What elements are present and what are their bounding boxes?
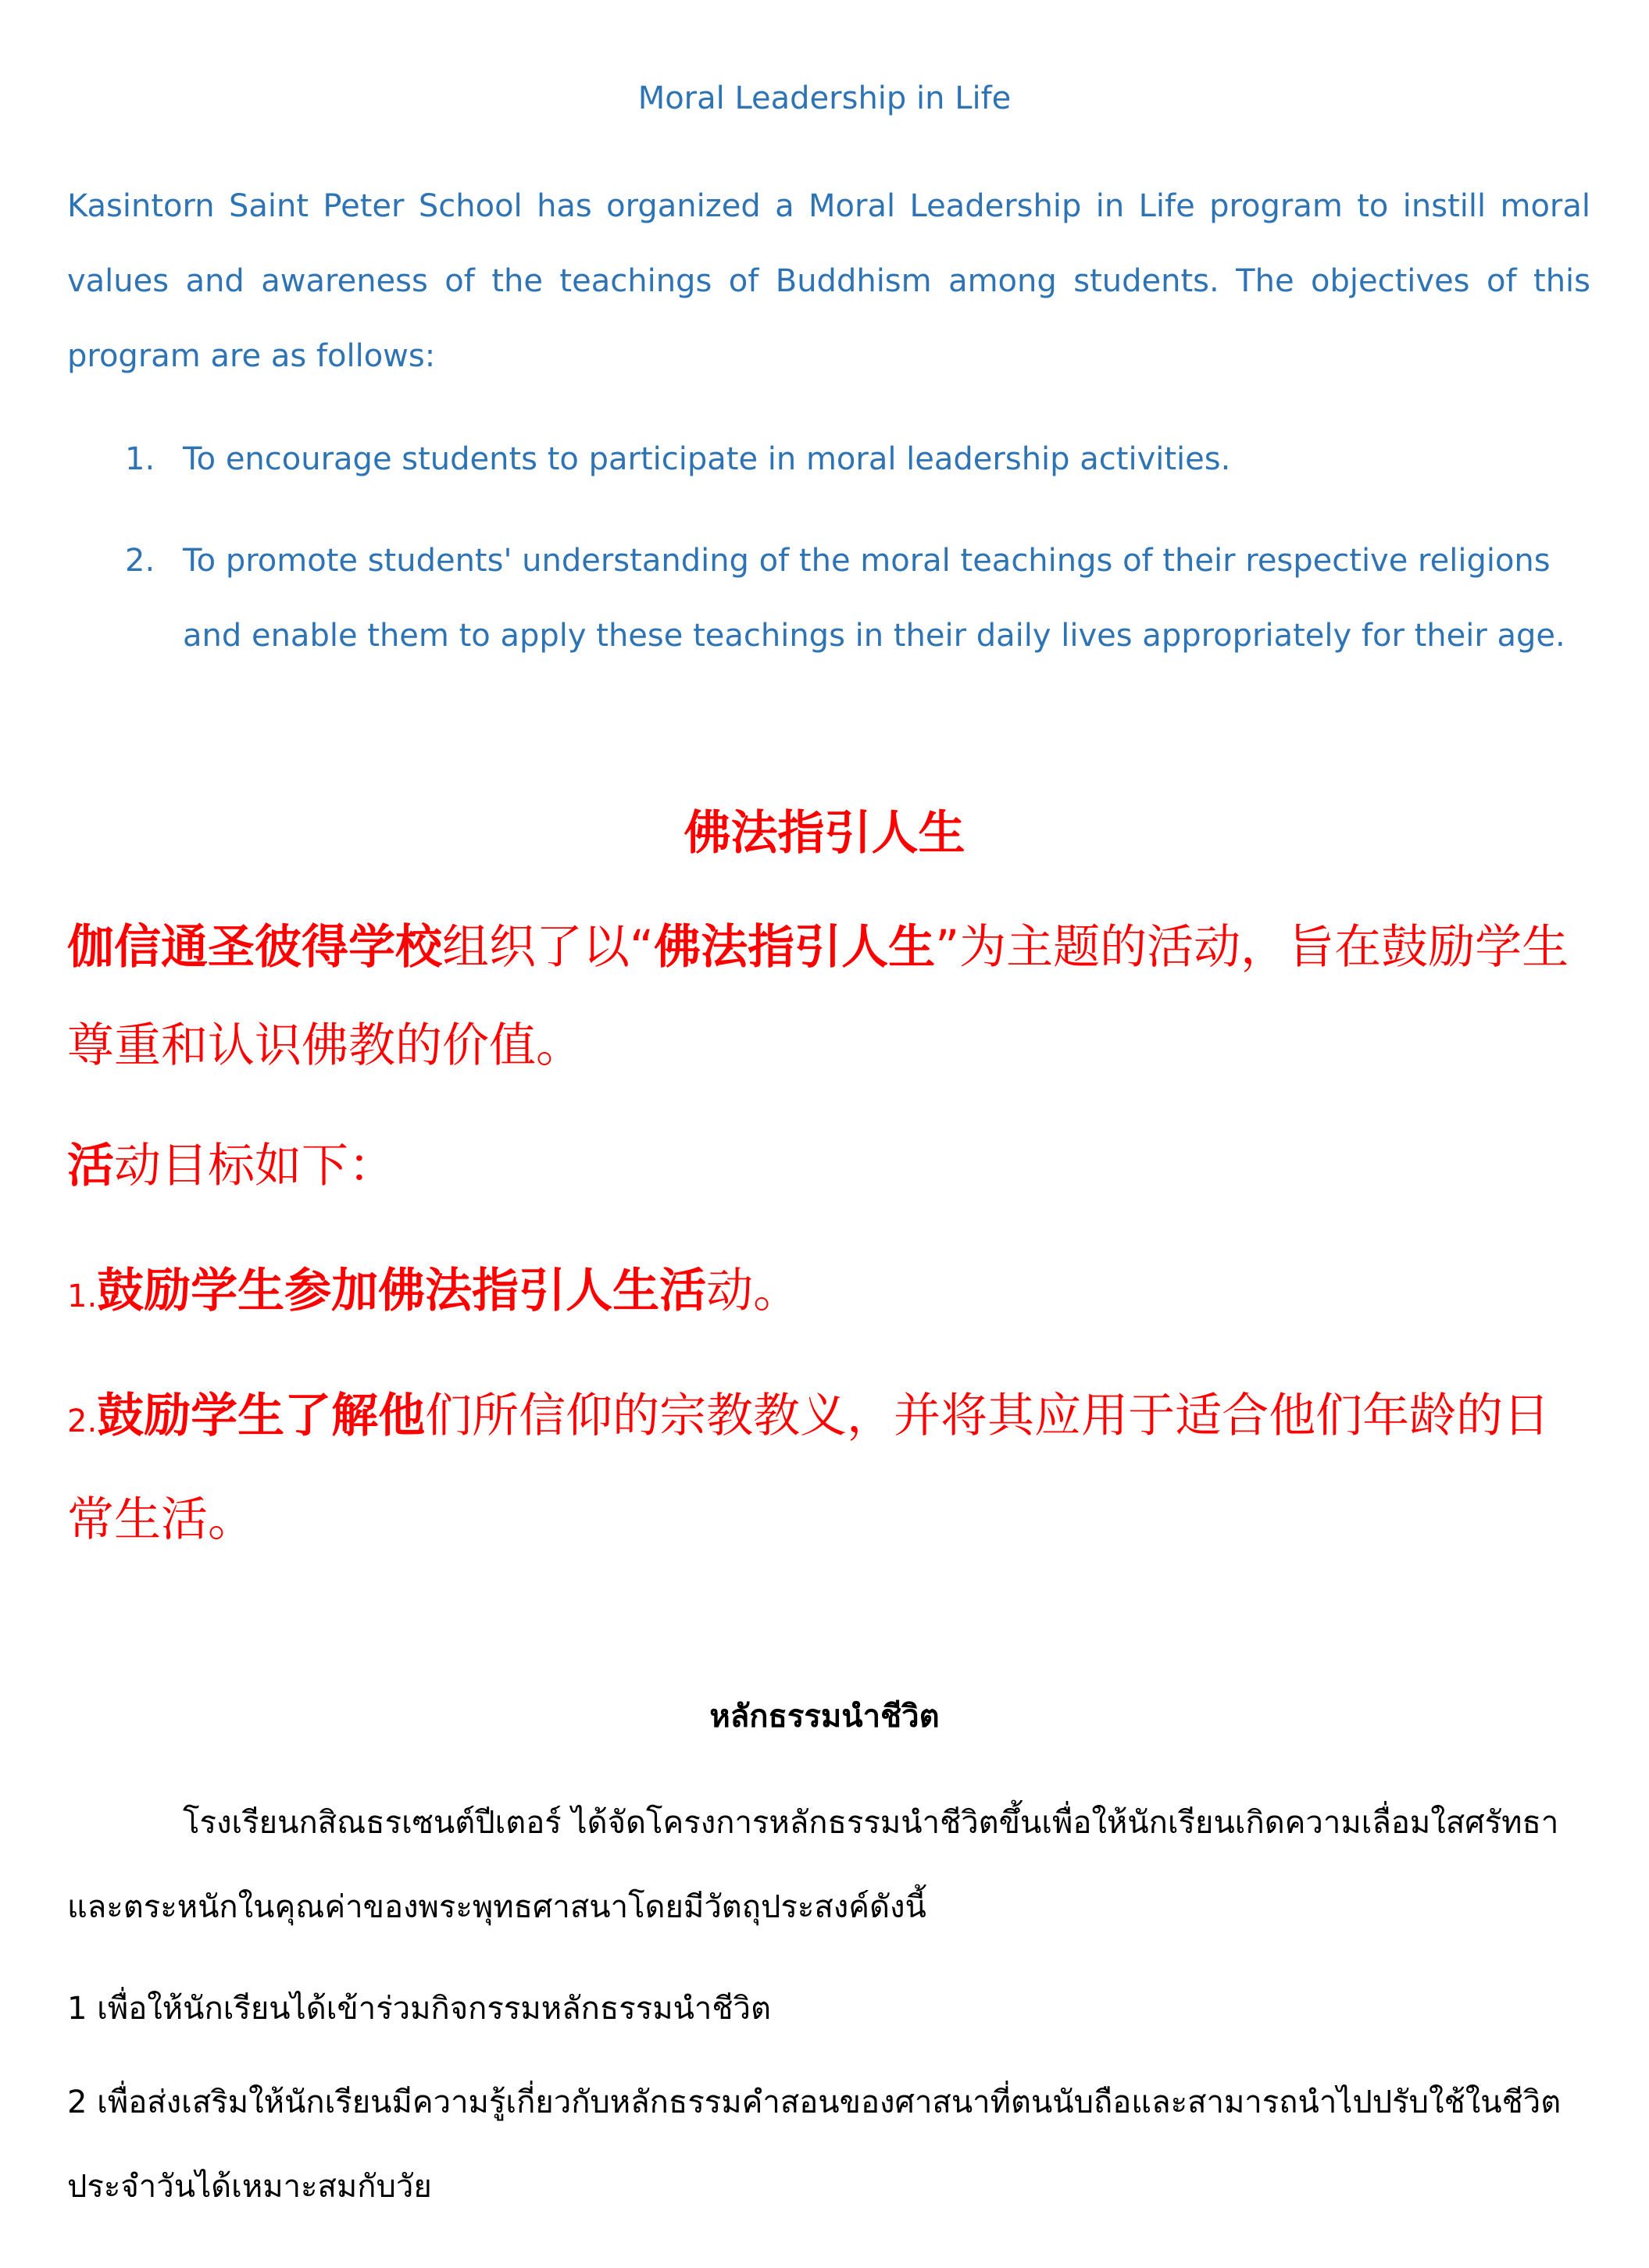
goal-2-bold: 鼓励学生了解他 [97, 1389, 426, 1443]
english-intro: Kasintorn Saint Peter School has organized a Moral Leadership in Life program to instill moral values and awareness of the teachings of Buddhism among students. The objectives of this program are as follows: [67, 188, 1590, 374]
thai-title: หลักธรรมนำชีวิต [709, 1699, 940, 1735]
list-text: To promote students' understanding of the moral teachings of their respective religions and enable them to apply these teachings in their daily lives appropriately for their age. [183, 543, 1565, 654]
school-name: 伽信通圣彼得学校 [67, 920, 442, 975]
thai-objective-1: 1 เพื่อให้นักเรียนได้เข้าร่วมกิจกรรมหลักธรรมนำชีวิต [67, 1991, 771, 2027]
goal-2-rest: 们所信仰的宗教教义，并将其应用于适合他们年龄的日常生活。 [67, 1389, 1551, 1547]
chinese-intro-part3: ”为主题的活动，旨在鼓励学生尊重和认识佛教的价值。 [67, 920, 1569, 1073]
chinese-goals-heading [67, 1117, 1590, 1215]
list-number: 2. [67, 1403, 98, 1439]
list-number: 1. [125, 441, 155, 477]
list-number: 1. [67, 1278, 98, 1314]
goals-rest: 动目标如下： [114, 1139, 395, 1193]
chinese-intro-part2: 组织了以“ [442, 920, 655, 975]
english-objective-2 [67, 523, 1590, 673]
list-number: 2. [125, 543, 155, 579]
goal-1-bold: 鼓励学生参加佛法指引人生活 [97, 1264, 707, 1318]
chinese-title: 佛法指引人生 [684, 806, 965, 861]
chinese-intro [67, 898, 1590, 1095]
english-objective-1 [67, 422, 1590, 497]
thai-objective-2: 2 เพื่อส่งเสริมให้นักเรียนมีความรู้เกี่ยวกับหลักธรรมคำสอนของศาสนาที่ตนนับถือและสามารถนำไปปรับใช้ในชีวิตประจำวันได้เหมาะสมกับวัย [67, 2084, 1562, 2205]
thai-intro-text: โรงเรียนกสิณธรเซนต์ปีเตอร์ ได้จัดโครงการหลักธรรมนำชีวิตขึ้นเพื่อให้นักเรียนเกิดความเลื่อมใสศรัทธาและตระหนักในคุณค่าของพระพุทธศาสนาโดยมีวัตถุประสงค์ดังนี้ [67, 1805, 1559, 1925]
list-text: To encourage students to participate in moral leadership activities. [183, 441, 1231, 477]
thai-intro [67, 1781, 1590, 1949]
chinese-goal-2 [67, 1367, 1590, 1569]
goals-bold: 活 [67, 1139, 114, 1193]
english-title: Moral Leadership in Life [637, 80, 1012, 116]
program-name: 佛法指引人生 [654, 920, 936, 975]
goal-1-rest: 动。 [706, 1264, 801, 1318]
chinese-goal-1 [67, 1242, 1590, 1346]
